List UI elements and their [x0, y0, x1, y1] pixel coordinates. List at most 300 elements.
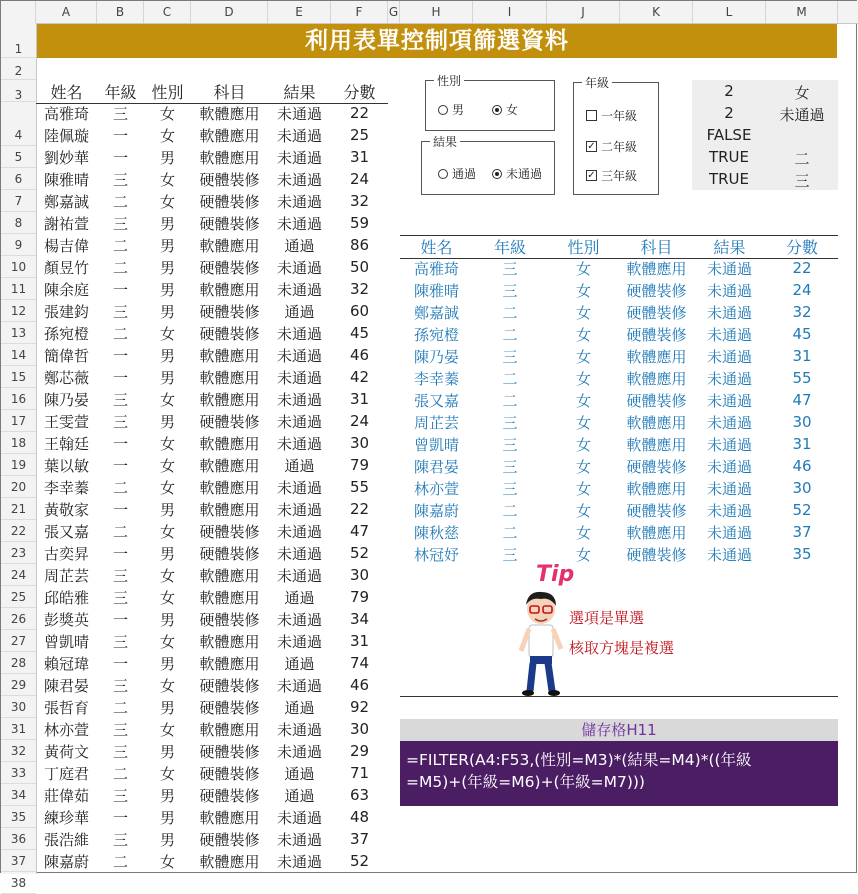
cell-gender[interactable]: 男 — [159, 500, 175, 519]
cell-grade[interactable]: 一 — [112, 126, 128, 145]
cell-name[interactable]: 莊偉茹 — [43, 786, 89, 805]
cell-score[interactable]: 30 — [349, 720, 370, 738]
cell-grade[interactable]: 三 — [112, 720, 128, 739]
cell-result[interactable]: 未通過 — [276, 500, 322, 519]
cell-score[interactable]: 31 — [792, 435, 812, 453]
cell-subject[interactable]: 硬體裝修 — [199, 610, 260, 629]
link-cell-l3[interactable]: 2 — [724, 82, 734, 100]
row-header[interactable]: 30 — [1, 696, 36, 718]
cell-score[interactable]: 63 — [349, 786, 370, 804]
cell-name[interactable]: 陳君晏 — [413, 457, 459, 476]
cell-name[interactable]: 李幸蓁 — [413, 369, 459, 388]
cell-subject[interactable]: 軟體應用 — [199, 632, 260, 651]
cell-gender[interactable]: 女 — [159, 632, 175, 651]
cell-grade[interactable]: 二 — [112, 192, 128, 211]
cell-gender[interactable]: 男 — [159, 830, 175, 849]
cell-name[interactable]: 張浩維 — [43, 830, 89, 849]
cell-gender[interactable]: 女 — [159, 390, 175, 409]
cell-subject[interactable]: 硬體裝修 — [199, 676, 260, 695]
result-fail-option[interactable]: 未通過 — [492, 165, 542, 182]
cell-score[interactable]: 55 — [792, 369, 812, 387]
cell-gender[interactable]: 女 — [575, 545, 591, 564]
cell-subject[interactable]: 硬體裝修 — [199, 324, 260, 343]
row-header[interactable]: 12 — [1, 300, 36, 322]
row-header[interactable]: 26 — [1, 608, 36, 630]
gender-female-option[interactable]: 女 — [492, 101, 518, 118]
row-header[interactable]: 22 — [1, 520, 36, 542]
cell-result[interactable]: 未通過 — [276, 632, 322, 651]
cell-name[interactable]: 鄭嘉誠 — [43, 192, 89, 211]
cell-result[interactable]: 未通過 — [706, 457, 752, 476]
col-header-l[interactable]: L — [693, 1, 766, 23]
col-header-f[interactable]: F — [331, 1, 388, 23]
cell-name[interactable]: 古奕昇 — [43, 544, 89, 563]
cell-grade[interactable]: 一 — [112, 808, 128, 827]
radio-off-icon[interactable] — [438, 169, 448, 179]
cell-grade[interactable]: 二 — [502, 325, 518, 344]
cell-name[interactable]: 陳乃晏 — [413, 347, 459, 366]
cell-score[interactable]: 37 — [349, 830, 370, 848]
cell-grade[interactable]: 二 — [502, 391, 518, 410]
row-header[interactable]: 11 — [1, 278, 36, 300]
cell-subject[interactable]: 硬體裝修 — [199, 258, 260, 277]
row-header[interactable]: 32 — [1, 740, 36, 762]
row-header[interactable]: 16 — [1, 388, 36, 410]
cell-score[interactable]: 52 — [349, 544, 370, 562]
cell-grade[interactable]: 三 — [112, 104, 128, 123]
cell-result[interactable]: 未通過 — [276, 346, 322, 365]
cell-gender[interactable]: 女 — [159, 456, 175, 475]
cell-result[interactable]: 未通過 — [706, 369, 752, 388]
cell-grade[interactable]: 一 — [112, 148, 128, 167]
cell-gender[interactable]: 女 — [159, 522, 175, 541]
cell-subject[interactable]: 硬體裝修 — [199, 522, 260, 541]
cell-grade[interactable]: 三 — [112, 170, 128, 189]
cell-result[interactable]: 未通過 — [706, 347, 752, 366]
cell-gender[interactable]: 女 — [159, 566, 175, 585]
cell-grade[interactable]: 一 — [112, 544, 128, 563]
checkbox-unchecked-icon[interactable] — [586, 110, 597, 121]
cell-gender[interactable]: 女 — [575, 347, 591, 366]
cell-subject[interactable]: 軟體應用 — [626, 523, 687, 542]
cell-grade[interactable]: 一 — [112, 346, 128, 365]
cell-gender[interactable]: 女 — [575, 523, 591, 542]
cell-score[interactable]: 45 — [792, 325, 812, 343]
cell-score[interactable]: 22 — [792, 259, 812, 277]
cell-score[interactable]: 24 — [792, 281, 812, 299]
cell-name[interactable]: 簡偉哲 — [43, 346, 89, 365]
cell-name[interactable]: 彭獎英 — [43, 610, 89, 629]
col-header-e[interactable]: E — [268, 1, 331, 23]
cell-result[interactable]: 通過 — [284, 236, 315, 255]
cell-score[interactable]: 50 — [349, 258, 370, 276]
cell-result[interactable]: 未通過 — [276, 126, 322, 145]
cell-subject[interactable]: 軟體應用 — [199, 390, 260, 409]
cell-result[interactable]: 通過 — [284, 764, 315, 783]
cell-score[interactable]: 59 — [349, 214, 370, 232]
cell-name[interactable]: 林亦萱 — [413, 479, 459, 498]
cell-subject[interactable]: 軟體應用 — [199, 346, 260, 365]
cell-grade[interactable]: 二 — [502, 523, 518, 542]
cell-result[interactable]: 未通過 — [706, 303, 752, 322]
cell-gender[interactable]: 女 — [575, 391, 591, 410]
cell-result[interactable]: 通過 — [284, 654, 315, 673]
cell-result[interactable]: 未通過 — [276, 566, 322, 585]
row-header[interactable]: 37 — [1, 850, 36, 872]
cell-grade[interactable]: 二 — [502, 303, 518, 322]
cell-gender[interactable]: 男 — [159, 148, 175, 167]
cell-score[interactable]: 74 — [349, 654, 370, 672]
formula-box[interactable] — [400, 741, 838, 806]
cell-gender[interactable]: 男 — [159, 302, 175, 321]
cell-gender[interactable]: 女 — [575, 501, 591, 520]
cell-name[interactable]: 鄭芯薇 — [43, 368, 89, 387]
row-header[interactable]: 31 — [1, 718, 36, 740]
cell-grade[interactable]: 二 — [112, 258, 128, 277]
cell-name[interactable]: 林冠妤 — [413, 545, 459, 564]
row-header[interactable]: 14 — [1, 344, 36, 366]
cell-grade[interactable]: 三 — [502, 259, 518, 278]
radio-off-icon[interactable] — [438, 105, 448, 115]
cell-result[interactable]: 未通過 — [276, 214, 322, 233]
cell-gender[interactable]: 女 — [575, 457, 591, 476]
row-header[interactable]: 4 — [1, 124, 36, 146]
cell-subject[interactable]: 軟體應用 — [199, 478, 260, 497]
cell-score[interactable]: 52 — [792, 501, 812, 519]
select-all-corner[interactable] — [1, 1, 36, 23]
cell-name[interactable]: 王雯萱 — [43, 412, 89, 431]
cell-gender[interactable]: 女 — [159, 676, 175, 695]
cell-gender[interactable]: 女 — [159, 764, 175, 783]
cell-grade[interactable]: 二 — [112, 522, 128, 541]
cell-result[interactable]: 通過 — [284, 786, 315, 805]
cell-grade[interactable]: 一 — [112, 434, 128, 453]
cell-result[interactable]: 通過 — [284, 698, 315, 717]
cell-score[interactable]: 30 — [349, 566, 370, 584]
cell-score[interactable]: 32 — [792, 303, 812, 321]
cell-score[interactable]: 42 — [349, 368, 370, 386]
cell-subject[interactable]: 軟體應用 — [199, 654, 260, 673]
cell-name[interactable]: 陳秋慈 — [413, 523, 459, 542]
cell-name[interactable]: 高雅琦 — [43, 104, 89, 123]
cell-gender[interactable]: 女 — [159, 720, 175, 739]
cell-grade[interactable]: 三 — [112, 632, 128, 651]
cell-name[interactable]: 張建鈞 — [43, 302, 89, 321]
cell-gender[interactable]: 女 — [575, 369, 591, 388]
cell-grade[interactable]: 三 — [112, 786, 128, 805]
cell-grade[interactable]: 二 — [502, 501, 518, 520]
cell-score[interactable]: 47 — [349, 522, 370, 540]
cell-grade[interactable]: 二 — [112, 764, 128, 783]
col-header-c[interactable]: C — [144, 1, 191, 23]
col-header-d[interactable]: D — [191, 1, 268, 23]
cell-name[interactable]: 葉以敏 — [43, 456, 89, 475]
cell-name[interactable]: 王翰廷 — [43, 434, 89, 453]
cell-subject[interactable]: 軟體應用 — [199, 566, 260, 585]
cell-name[interactable]: 陳雅晴 — [413, 281, 459, 300]
cell-grade[interactable]: 二 — [112, 478, 128, 497]
cell-score[interactable]: 31 — [349, 632, 370, 650]
cell-name[interactable]: 黃荷文 — [43, 742, 89, 761]
cell-score[interactable]: 47 — [792, 391, 812, 409]
cell-name[interactable]: 李幸蓁 — [43, 478, 89, 497]
link-cell-m7[interactable]: 三 — [794, 172, 810, 190]
cell-name[interactable]: 陳乃晏 — [43, 390, 89, 409]
cell-name[interactable]: 張又嘉 — [43, 522, 89, 541]
cell-subject[interactable]: 軟體應用 — [199, 148, 260, 167]
cell-gender[interactable]: 男 — [159, 258, 175, 277]
cell-name[interactable]: 周芷芸 — [43, 566, 89, 585]
cell-score[interactable]: 32 — [349, 192, 370, 210]
cell-score[interactable]: 35 — [792, 545, 812, 563]
cell-score[interactable]: 45 — [349, 324, 370, 342]
row-header[interactable]: 33 — [1, 762, 36, 784]
cell-subject[interactable]: 軟體應用 — [199, 368, 260, 387]
cell-score[interactable]: 32 — [349, 280, 370, 298]
cell-gender[interactable]: 女 — [159, 588, 175, 607]
cell-name[interactable]: 邱皓雅 — [43, 588, 89, 607]
cell-grade[interactable]: 三 — [112, 566, 128, 585]
checkbox-checked-icon[interactable]: ✓ — [587, 141, 596, 152]
cell-gender[interactable]: 女 — [159, 126, 175, 145]
cell-grade[interactable]: 一 — [112, 280, 128, 299]
cell-score[interactable]: 30 — [792, 413, 812, 431]
cell-result[interactable]: 通過 — [284, 588, 315, 607]
row-header[interactable]: 34 — [1, 784, 36, 806]
row-header[interactable]: 19 — [1, 454, 36, 476]
cell-subject[interactable]: 硬體裝修 — [626, 281, 687, 300]
cell-subject[interactable]: 硬體裝修 — [626, 391, 687, 410]
grade-3-checkbox[interactable]: ✓ 三年級 — [587, 169, 638, 183]
row-header[interactable]: 36 — [1, 828, 36, 850]
cell-subject[interactable]: 軟體應用 — [626, 259, 687, 278]
cell-score[interactable]: 34 — [349, 610, 370, 628]
cell-result[interactable]: 未通過 — [276, 258, 322, 277]
cell-grade[interactable]: 三 — [502, 281, 518, 300]
cell-grade[interactable]: 三 — [112, 390, 128, 409]
cell-subject[interactable]: 硬體裝修 — [626, 501, 687, 520]
row-header[interactable]: 13 — [1, 322, 36, 344]
cell-result[interactable]: 未通過 — [276, 522, 322, 541]
row-header[interactable]: 20 — [1, 476, 36, 498]
col-header-k[interactable]: K — [620, 1, 693, 23]
col-header-m[interactable]: M — [766, 1, 838, 23]
cell-subject[interactable]: 軟體應用 — [199, 434, 260, 453]
cell-score[interactable]: 46 — [792, 457, 812, 475]
cell-grade[interactable]: 三 — [112, 588, 128, 607]
cell-grade[interactable]: 一 — [112, 368, 128, 387]
cell-name[interactable]: 劉妙華 — [43, 148, 89, 167]
cell-name[interactable]: 鄭嘉誠 — [413, 303, 459, 322]
cell-gender[interactable]: 男 — [159, 236, 175, 255]
cell-result[interactable]: 未通過 — [276, 434, 322, 453]
cell-gender[interactable]: 男 — [159, 544, 175, 563]
cell-name[interactable]: 陳嘉蔚 — [43, 852, 89, 871]
cell-result[interactable]: 未通過 — [276, 852, 322, 871]
cell-subject[interactable]: 硬體裝修 — [199, 786, 260, 805]
cell-score[interactable]: 92 — [349, 698, 370, 716]
cell-gender[interactable]: 女 — [575, 325, 591, 344]
cell-score[interactable]: 48 — [349, 808, 370, 826]
cell-subject[interactable]: 硬體裝修 — [199, 214, 260, 233]
cell-subject[interactable]: 硬體裝修 — [199, 302, 260, 321]
cell-gender[interactable]: 女 — [159, 104, 175, 123]
cell-subject[interactable]: 硬體裝修 — [199, 412, 260, 431]
cell-grade[interactable]: 一 — [112, 610, 128, 629]
cell-grade[interactable]: 二 — [112, 324, 128, 343]
cell-grade[interactable]: 二 — [112, 852, 128, 871]
cell-name[interactable]: 楊吉偉 — [43, 236, 89, 255]
row-header[interactable]: 35 — [1, 806, 36, 828]
cell-result[interactable]: 未通過 — [276, 324, 322, 343]
cell-gender[interactable]: 男 — [159, 742, 175, 761]
link-cell-m6[interactable]: 二 — [794, 150, 810, 168]
cell-gender[interactable]: 男 — [159, 346, 175, 365]
cell-result[interactable]: 未通過 — [276, 390, 322, 409]
cell-score[interactable]: 86 — [349, 236, 370, 254]
cell-score[interactable]: 79 — [349, 588, 370, 606]
cell-gender[interactable]: 女 — [575, 303, 591, 322]
cell-subject[interactable]: 硬體裝修 — [199, 830, 260, 849]
row-header[interactable]: 7 — [1, 190, 36, 212]
cell-name[interactable]: 林亦萱 — [43, 720, 89, 739]
cell-score[interactable]: 31 — [792, 347, 812, 365]
cell-score[interactable]: 55 — [349, 478, 370, 496]
cell-grade[interactable]: 三 — [502, 479, 518, 498]
cell-result[interactable]: 未通過 — [706, 325, 752, 344]
link-cell-l7[interactable]: TRUE — [708, 170, 750, 188]
col-header-i[interactable]: I — [473, 1, 547, 23]
cell-subject[interactable]: 軟體應用 — [199, 126, 260, 145]
row-header[interactable]: 38 — [1, 872, 36, 894]
cell-gender[interactable]: 女 — [159, 192, 175, 211]
cell-result[interactable]: 未通過 — [276, 412, 322, 431]
cell-grade[interactable]: 三 — [112, 214, 128, 233]
cell-gender[interactable]: 男 — [159, 654, 175, 673]
cell-subject[interactable]: 軟體應用 — [199, 720, 260, 739]
row-header[interactable]: 9 — [1, 234, 36, 256]
cell-score[interactable]: 25 — [349, 126, 370, 144]
checkbox-checked-icon[interactable]: ✓ — [587, 170, 596, 181]
row-header[interactable]: 18 — [1, 432, 36, 454]
cell-result[interactable]: 通過 — [284, 456, 315, 475]
radio-on-icon[interactable] — [492, 169, 502, 179]
cell-subject[interactable]: 硬體裝修 — [199, 742, 260, 761]
col-header-j[interactable]: J — [547, 1, 620, 23]
cell-grade[interactable]: 三 — [112, 412, 128, 431]
cell-name[interactable]: 陳余庭 — [43, 280, 89, 299]
row-header[interactable]: 2 — [1, 58, 36, 80]
row-header[interactable]: 1 — [1, 23, 36, 58]
grade-1-checkbox[interactable]: 一年級 — [586, 107, 637, 124]
cell-subject[interactable]: 硬體裝修 — [199, 192, 260, 211]
cell-result[interactable]: 未通過 — [706, 259, 752, 278]
cell-gender[interactable]: 女 — [159, 170, 175, 189]
cell-grade[interactable]: 三 — [112, 676, 128, 695]
cell-grade[interactable]: 三 — [112, 742, 128, 761]
cell-score[interactable]: 46 — [349, 346, 370, 364]
cell-grade[interactable]: 三 — [502, 457, 518, 476]
cell-result[interactable]: 未通過 — [276, 742, 322, 761]
cell-gender[interactable]: 男 — [159, 610, 175, 629]
cell-grade[interactable]: 一 — [112, 456, 128, 475]
cell-name[interactable]: 顏昱竹 — [43, 258, 89, 277]
cell-gender[interactable]: 女 — [159, 434, 175, 453]
cell-name[interactable]: 陳君晏 — [43, 676, 89, 695]
link-cell-l5[interactable]: FALSE — [706, 126, 752, 144]
row-header[interactable]: 29 — [1, 674, 36, 696]
cell-result[interactable]: 未通過 — [276, 280, 322, 299]
cell-score[interactable]: 46 — [349, 676, 370, 694]
cell-score[interactable]: 29 — [349, 742, 370, 760]
cell-subject[interactable]: 硬體裝修 — [199, 170, 260, 189]
cell-gender[interactable]: 男 — [159, 698, 175, 717]
cell-gender[interactable]: 女 — [159, 478, 175, 497]
cell-subject[interactable]: 軟體應用 — [199, 236, 260, 255]
cell-grade[interactable]: 三 — [502, 435, 518, 454]
cell-grade[interactable]: 一 — [112, 500, 128, 519]
cell-score[interactable]: 31 — [349, 148, 370, 166]
row-header[interactable]: 15 — [1, 366, 36, 388]
cell-subject[interactable]: 軟體應用 — [199, 280, 260, 299]
cell-grade[interactable]: 三 — [502, 545, 518, 564]
cell-subject[interactable]: 軟體應用 — [199, 808, 260, 827]
cell-score[interactable]: 30 — [792, 479, 812, 497]
row-header[interactable]: 23 — [1, 542, 36, 564]
cell-subject[interactable]: 軟體應用 — [626, 369, 687, 388]
cell-result[interactable]: 未通過 — [706, 435, 752, 454]
cell-subject[interactable]: 硬體裝修 — [626, 303, 687, 322]
gender-male-option[interactable]: 男 — [438, 101, 464, 118]
col-header-g[interactable]: G — [388, 1, 400, 23]
row-header[interactable]: 3 — [1, 80, 36, 102]
cell-subject[interactable]: 硬體裝修 — [199, 764, 260, 783]
cell-subject[interactable]: 硬體裝修 — [199, 544, 260, 563]
cell-subject[interactable]: 硬體裝修 — [626, 545, 687, 564]
radio-on-icon[interactable] — [492, 105, 502, 115]
cell-name[interactable]: 陳嘉蔚 — [413, 501, 459, 520]
link-cell-m3[interactable]: 女 — [794, 84, 810, 102]
cell-grade[interactable]: 三 — [502, 413, 518, 432]
cell-result[interactable]: 未通過 — [706, 391, 752, 410]
cell-name[interactable]: 陸佩璇 — [43, 126, 89, 145]
cell-subject[interactable]: 軟體應用 — [199, 852, 260, 871]
cell-name[interactable]: 賴冠瑋 — [43, 654, 89, 673]
cell-subject[interactable]: 軟體應用 — [199, 588, 260, 607]
cell-name[interactable]: 張哲育 — [43, 698, 89, 717]
cell-gender[interactable]: 女 — [575, 281, 591, 300]
cell-score[interactable]: 30 — [349, 434, 370, 452]
cell-gender[interactable]: 女 — [575, 479, 591, 498]
col-header-b[interactable]: B — [97, 1, 144, 23]
cell-result[interactable]: 未通過 — [276, 192, 322, 211]
cell-grade[interactable]: 二 — [112, 236, 128, 255]
cell-gender[interactable]: 女 — [159, 852, 175, 871]
cell-name[interactable]: 練珍華 — [43, 808, 89, 827]
row-header[interactable]: 5 — [1, 146, 36, 168]
cell-subject[interactable]: 軟體應用 — [626, 435, 687, 454]
cell-grade[interactable]: 三 — [112, 830, 128, 849]
cell-result[interactable]: 未通過 — [706, 523, 752, 542]
row-header[interactable]: 25 — [1, 586, 36, 608]
cell-result[interactable]: 未通過 — [276, 610, 322, 629]
cell-name[interactable]: 丁庭君 — [43, 764, 89, 783]
cell-gender[interactable]: 女 — [575, 435, 591, 454]
cell-gender[interactable]: 女 — [159, 324, 175, 343]
cell-gender[interactable]: 男 — [159, 280, 175, 299]
cell-subject[interactable]: 軟體應用 — [626, 347, 687, 366]
cell-score[interactable]: 60 — [349, 302, 370, 320]
